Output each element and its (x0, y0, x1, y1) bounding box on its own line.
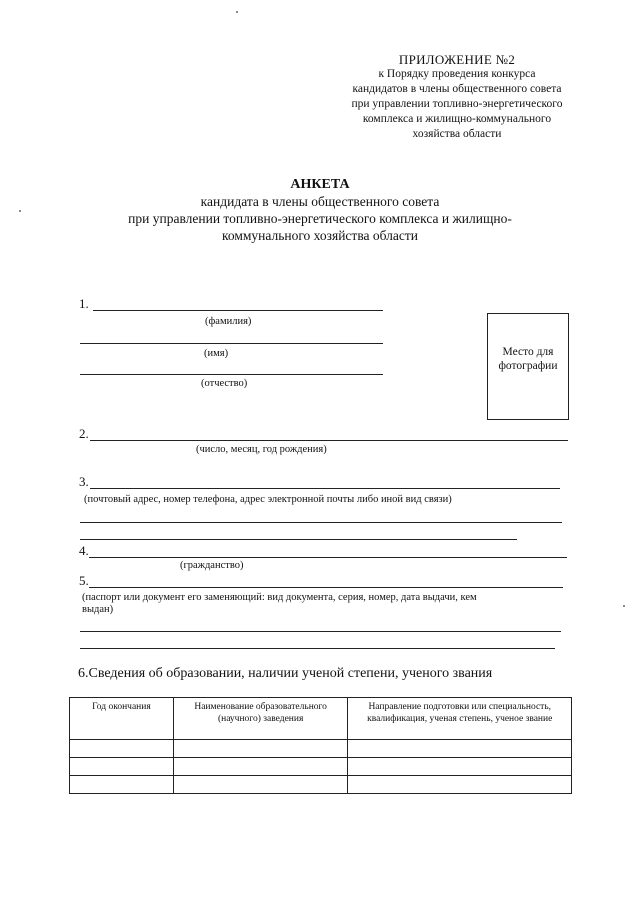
table-cell[interactable] (173, 758, 348, 776)
appendix-line: кандидатов в члены общественного совета (352, 83, 562, 95)
citizenship-caption: (гражданство) (180, 560, 244, 571)
passport-input-line-3[interactable] (80, 648, 555, 649)
column-header-line: квалификация, ученая степень, ученое звание (367, 714, 553, 724)
scan-speck (19, 210, 21, 212)
column-header-line: (научного) заведения (217, 714, 304, 724)
table-cell[interactable] (70, 740, 174, 758)
column-header-year (70, 698, 174, 740)
name-input-line[interactable] (80, 343, 383, 344)
table-cell[interactable] (70, 758, 174, 776)
appendix-line: хозяйства области (412, 128, 502, 140)
patronymic-caption: (отчество) (201, 378, 248, 389)
contacts-input-line-3[interactable] (80, 539, 517, 540)
patronymic-input-line[interactable] (80, 374, 383, 375)
passport-input-line[interactable] (89, 587, 563, 588)
scan-speck (236, 11, 238, 13)
table-cell[interactable] (348, 776, 572, 794)
form-heading: АНКЕТА (290, 177, 350, 192)
education-table (69, 697, 572, 794)
education-table-header (70, 698, 572, 740)
table-row (70, 740, 572, 758)
field-2-number: 2. (79, 426, 89, 441)
field-4-number: 4. (79, 543, 89, 558)
birth-date-caption: (число, месяц, год рождения) (196, 444, 327, 455)
appendix-block (322, 52, 592, 142)
passport-caption-cont: выдан) (82, 604, 114, 615)
field-1-number: 1. (79, 296, 89, 311)
table-cell[interactable] (348, 740, 572, 758)
contacts-input-line-2[interactable] (80, 522, 562, 523)
scan-speck (623, 605, 625, 607)
form-title-block (100, 176, 540, 244)
field-5-number: 5. (79, 573, 89, 588)
form-subtitle-line: при управлении топливно-энергетического комплекса и жилищно- (128, 211, 512, 226)
appendix-title: ПРИЛОЖЕНИЕ №2 (398, 52, 516, 67)
appendix-line: комплекса и жилищно-коммунального (362, 113, 552, 125)
table-cell[interactable] (70, 776, 174, 794)
passport-caption: (паспорт или документ его заменяющий: вид документа, серия, номер, дата выдачи, кем (82, 592, 477, 603)
education-title: 6.Сведения об образовании, наличии ученой степени, ученого звания (78, 666, 493, 681)
appendix-line: при управлении топливно-энергетического (351, 98, 563, 110)
photo-label-line: Место для (502, 346, 554, 358)
surname-input-line[interactable] (93, 310, 383, 311)
column-header-line: Направление подготовки или специальность, (368, 702, 552, 712)
birth-date-input-line[interactable] (90, 440, 568, 441)
name-caption: (имя) (204, 348, 229, 359)
passport-input-line-2[interactable] (80, 631, 561, 632)
form-subtitle-line: коммунального хозяйства области (221, 228, 419, 243)
column-header-specialty (348, 698, 572, 740)
photo-label-line: фотографии (498, 360, 558, 372)
table-row (70, 758, 572, 776)
column-header-line: Год окончания (92, 702, 151, 712)
citizenship-input-line[interactable] (89, 557, 567, 558)
contacts-caption: (почтовый адрес, номер телефона, адрес электронной почты либо иной вид связи) (84, 494, 452, 505)
photo-placeholder (487, 313, 569, 420)
table-cell[interactable] (173, 740, 348, 758)
form-subtitle-line: кандидата в члены общественного совета (200, 194, 440, 209)
surname-caption: (фамилия) (205, 316, 252, 327)
table-row (70, 776, 572, 794)
column-header-line: Наименование образовательного (194, 702, 327, 712)
table-cell[interactable] (173, 776, 348, 794)
field-3-number: 3. (79, 474, 89, 489)
appendix-line: к Порядку проведения конкурса (378, 68, 536, 80)
column-header-institution (173, 698, 348, 740)
contacts-input-line[interactable] (90, 488, 560, 489)
table-cell[interactable] (348, 758, 572, 776)
